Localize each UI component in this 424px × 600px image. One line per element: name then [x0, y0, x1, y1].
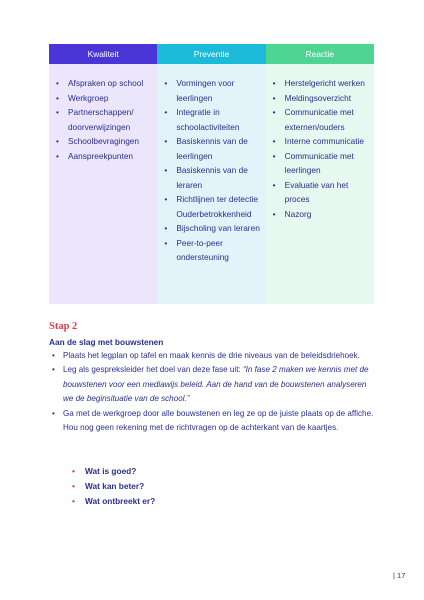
list-item: • Herstelgericht werken: [272, 76, 370, 91]
question-item: • Wat kan beter?: [70, 479, 155, 494]
list-item: • Peer-to-peer ondersteuning: [163, 236, 261, 265]
column-body-preventie: [157, 64, 265, 304]
list-item: • Basiskennis van de leerlingen: [163, 134, 261, 163]
column-preventie: [157, 44, 265, 304]
page-number: | 17: [393, 571, 406, 580]
list-item: • Afspraken op school: [55, 76, 153, 91]
list-item: • Bijscholing van leraren: [163, 221, 261, 236]
column-body-reactie: [266, 64, 374, 304]
column-reactie: [266, 44, 374, 304]
instruction-item: [49, 363, 379, 406]
list-kwaliteit: [55, 76, 153, 163]
list-item: • Aanspreekpunten: [55, 149, 153, 164]
reflection-questions: [70, 464, 155, 509]
column-body-kwaliteit: [49, 64, 157, 304]
list-item: • Communicatie met leerlingen: [272, 149, 370, 178]
instruction-list: [49, 349, 379, 435]
step-subtitle: Aan de slag met bouwstenen: [49, 337, 164, 347]
list-reactie: [272, 76, 370, 221]
column-header-kwaliteit: Kwaliteit: [49, 44, 157, 64]
instruction-item: • Plaats het legplan op tafel en maak kennis de drie niveaus van de beleidsdriehoek.: [49, 349, 379, 363]
list-item: • Nazorg: [272, 207, 370, 222]
instruction-lead: Leg als gespreksleider het doel van deze fase uit:: [63, 365, 243, 375]
list-item: • Partnerschappen/ doorverwijzingen: [55, 105, 153, 134]
list-item: • Interne communicatie: [272, 134, 370, 149]
instruction-quote: “In fase 2 maken we kennis met de bouwstenen voor een mediawijs beleid. Aan de hand van de bouwstenen analyseren we de beginsituatie van de school.”: [63, 365, 369, 404]
instruction-item: • Ga met de werkgroep door alle bouwstenen en leg ze op de juiste plaats op de affiche. Hou nog geen rekening met de richtvragen op de achterkant van de kaartjes.: [49, 407, 379, 436]
list-item: • Evaluatie van het proces: [272, 178, 370, 207]
question-item: • Wat is goed?: [70, 464, 155, 479]
list-item: • Communicatie met externen/ouders: [272, 105, 370, 134]
list-item: • Meldingsoverzicht: [272, 91, 370, 106]
step-title: Stap 2: [49, 321, 78, 332]
question-item: • Wat ontbreekt er?: [70, 494, 155, 509]
list-item: • Schoolbevragingen: [55, 134, 153, 149]
bouwstenen-table: [49, 44, 374, 304]
list-item: • Vormingen voor leerlingen: [163, 76, 261, 105]
column-header-reactie: Reactie: [266, 44, 374, 64]
list-item: • Werkgroep: [55, 91, 153, 106]
list-item: • Integratie in schoolactiviteiten: [163, 105, 261, 134]
list-item: • Richtlijnen ter detectie Ouderbetrokkenheid: [163, 192, 261, 221]
list-item: • Basiskennis van de leraren: [163, 163, 261, 192]
column-header-preventie: Preventie: [157, 44, 265, 64]
column-kwaliteit: [49, 44, 157, 304]
list-preventie: [163, 76, 261, 265]
